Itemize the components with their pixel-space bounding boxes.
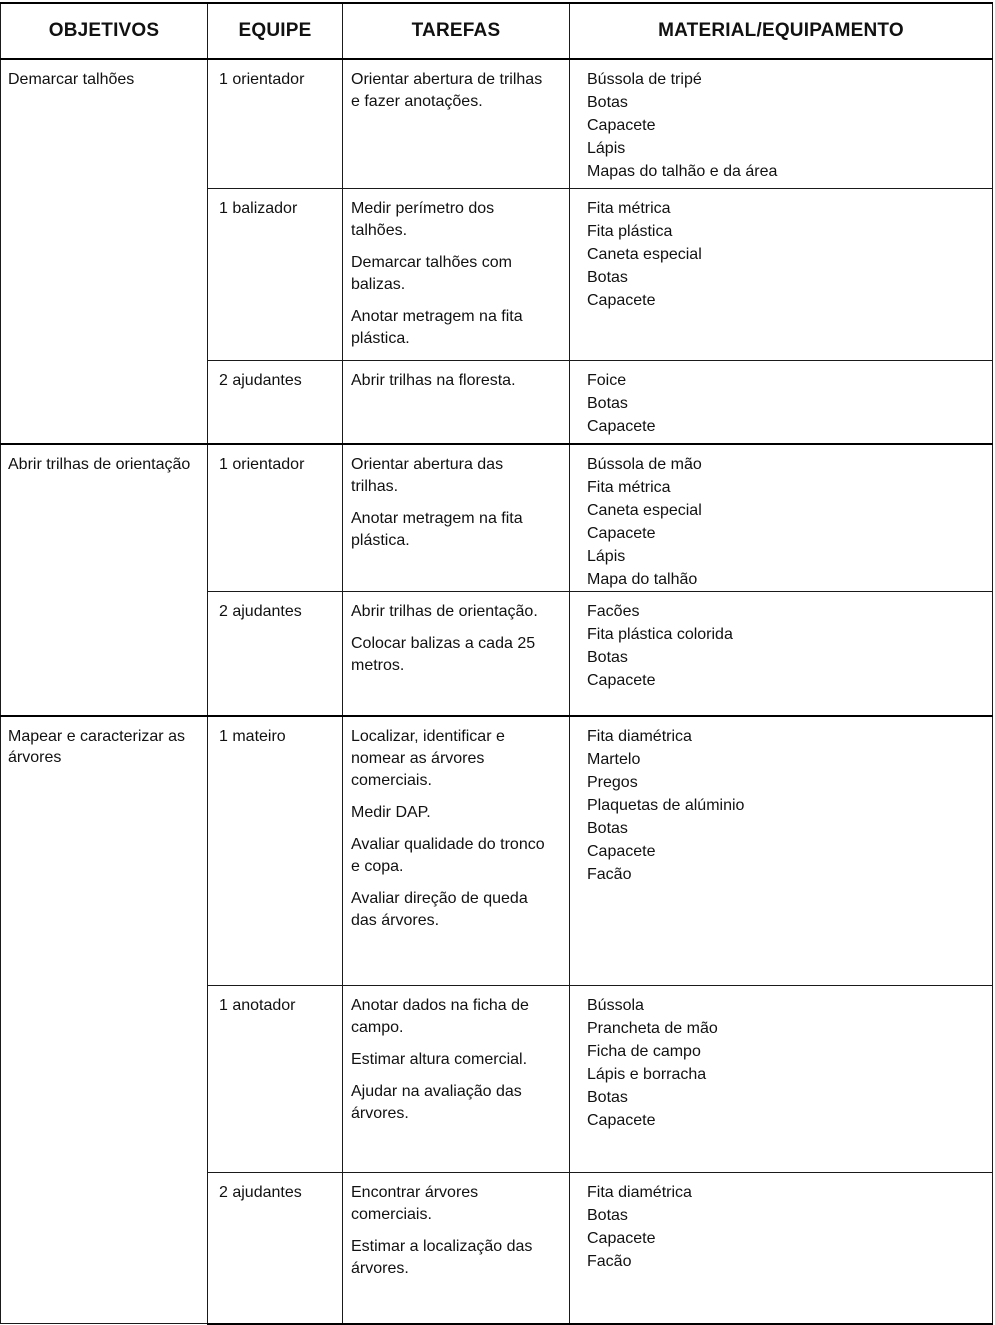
material-item: Ficha de campo <box>587 1043 701 1060</box>
material-item: Lápis e borracha <box>587 1066 707 1083</box>
task-item: Localizar, identificar e nomear as árvores comerciais. <box>351 727 505 789</box>
material-item: Plaquetas de alúminio <box>587 796 745 814</box>
material-item: Capacete <box>587 525 656 542</box>
material-item: Caneta especial <box>587 502 702 519</box>
task-item: Orientar abertura das trilhas. <box>351 456 504 495</box>
tasks-cell <box>343 592 570 716</box>
planning-table <box>0 2 993 1325</box>
material-item: Facão <box>587 1253 632 1270</box>
materials-cell <box>570 1173 993 1324</box>
material-item: Botas <box>587 268 628 286</box>
material-item: Mapas do talhão e da área <box>587 163 778 180</box>
material-item: Botas <box>587 1089 628 1106</box>
material-item: Capacete <box>587 117 656 134</box>
materials-cell <box>570 716 993 986</box>
task-item: Ajudar na avaliação das árvores. <box>351 1083 522 1122</box>
tasks-cell <box>343 716 570 986</box>
material-item: Botas <box>587 394 628 412</box>
team-cell: 2 ajudantes <box>208 592 343 716</box>
tasks-cell <box>343 444 570 592</box>
table-row <box>1 716 993 986</box>
material-item: Capacete <box>587 842 656 860</box>
task-item: Orientar abertura de trilhas e fazer anotações. <box>351 71 543 110</box>
material-item: Capacete <box>587 672 656 689</box>
task-item: Avaliar direção de queda das árvores. <box>351 889 528 929</box>
material-item: Botas <box>587 649 628 666</box>
material-item: Botas <box>587 94 628 111</box>
task-item: Medir perímetro dos talhões. <box>351 199 495 239</box>
tasks-cell <box>343 59 570 188</box>
task-item: Abrir trilhas de orientação. <box>351 603 538 620</box>
tasks-cell <box>343 360 570 444</box>
task-item: Anotar metragem na fita plástica. <box>351 307 523 347</box>
materials-cell <box>570 59 993 188</box>
material-item: Pregos <box>587 773 638 791</box>
material-item: Lápis <box>587 140 626 157</box>
task-item: Abrir trilhas na floresta. <box>351 371 516 389</box>
material-item: Botas <box>587 1207 628 1224</box>
table-row <box>1 59 993 188</box>
tasks-cell <box>343 1173 570 1324</box>
materials-cell <box>570 986 993 1173</box>
materials-cell <box>570 592 993 716</box>
material-item: Facões <box>587 603 640 620</box>
tasks-cell <box>343 986 570 1173</box>
task-item: Colocar balizas a cada 25 metros. <box>351 635 536 674</box>
task-item: Medir DAP. <box>351 803 431 821</box>
material-item: Capacete <box>587 1230 656 1247</box>
material-item: Capacete <box>587 1112 656 1129</box>
team-cell: 2 ajudantes <box>208 1173 343 1324</box>
materials-cell <box>570 360 993 444</box>
team-cell: 1 orientador <box>208 59 343 188</box>
task-item: Encontrar árvores comerciais. <box>351 1184 479 1223</box>
task-item: Anotar dados na ficha de campo. <box>351 997 529 1036</box>
material-item: Capacete <box>587 417 656 435</box>
material-item: Foice <box>587 371 627 389</box>
task-item: Demarcar talhões com balizas. <box>351 253 512 293</box>
team-cell: 2 ajudantes <box>208 360 343 444</box>
material-item: Fita diamétrica <box>587 1184 692 1201</box>
objective-cell: Demarcar talhões <box>1 59 208 444</box>
materials-cell <box>570 188 993 360</box>
header-material: MATERIAL/EQUIPAMENTO <box>570 3 993 59</box>
team-cell: 1 orientador <box>208 444 343 592</box>
table-row <box>1 444 993 592</box>
material-item: Fita plástica <box>587 222 673 240</box>
material-item: Fita métrica <box>587 479 671 496</box>
material-item: Fita diamétrica <box>587 727 692 745</box>
material-item: Capacete <box>587 291 656 309</box>
material-item: Mapa do talhão <box>587 571 698 588</box>
material-item: Prancheta de mão <box>587 1020 718 1037</box>
task-item: Avaliar qualidade do tronco e copa. <box>351 835 545 875</box>
material-item: Martelo <box>587 750 641 768</box>
material-item: Fita métrica <box>587 199 671 217</box>
materials-cell <box>570 444 993 592</box>
task-item: Estimar a localização das árvores. <box>351 1238 533 1277</box>
material-item: Lápis <box>587 548 626 565</box>
material-item: Facão <box>587 865 632 883</box>
task-item: Estimar altura comercial. <box>351 1051 528 1068</box>
material-item: Bússola de mão <box>587 456 702 473</box>
task-item: Anotar metragem na fita plástica. <box>351 510 523 549</box>
header-objetivos: OBJETIVOS <box>1 3 208 59</box>
team-cell: 1 mateiro <box>208 716 343 986</box>
material-item: Caneta especial <box>587 245 702 263</box>
material-item: Bússola <box>587 997 644 1014</box>
header-tarefas: TAREFAS <box>343 3 570 59</box>
team-cell: 1 balizador <box>208 188 343 360</box>
header-row <box>1 3 993 59</box>
team-cell: 1 anotador <box>208 986 343 1173</box>
tasks-cell <box>343 188 570 360</box>
table-body <box>1 59 993 1324</box>
material-item: Bússola de tripé <box>587 71 702 88</box>
header-equipe: EQUIPE <box>208 3 343 59</box>
objective-cell: Mapear e caracterizar as árvores <box>1 716 208 1324</box>
material-item: Botas <box>587 819 628 837</box>
objective-cell: Abrir trilhas de orientação <box>1 444 208 716</box>
material-item: Fita plástica colorida <box>587 626 733 643</box>
